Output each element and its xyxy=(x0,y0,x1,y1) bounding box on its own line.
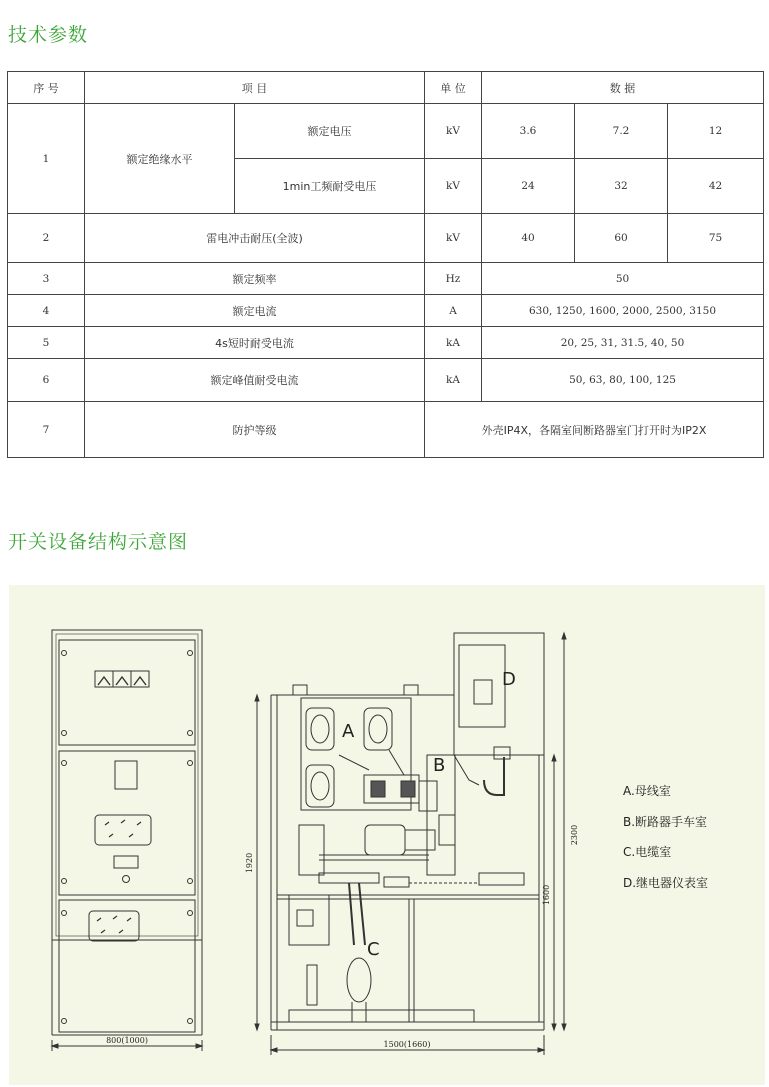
row1-val1-b: 7.2 xyxy=(575,104,668,159)
label-a: A xyxy=(342,721,355,742)
structure-diagram xyxy=(9,585,765,1085)
row1-unit1: kV xyxy=(425,104,482,159)
row1-val2-b: 32 xyxy=(575,159,668,214)
table-row xyxy=(8,214,764,263)
side-view-cabinet xyxy=(255,633,566,1055)
row3-no: 3 xyxy=(8,263,85,295)
legend-item-a: A.母线室 xyxy=(623,784,671,798)
row4-item: 额定电流 xyxy=(85,295,425,327)
row1-sub2: 1min工频耐受电压 xyxy=(235,159,425,214)
dim-side-width: 1500(1660) xyxy=(383,1040,431,1049)
row1-sub1: 额定电压 xyxy=(235,104,425,159)
header-data: 数 据 xyxy=(482,72,764,104)
label-c: C xyxy=(367,939,380,960)
row2-val-a: 40 xyxy=(482,214,575,263)
row3-value: 50 xyxy=(482,263,764,295)
row6-value: 50, 63, 80, 100, 125 xyxy=(482,359,764,402)
row1-val1-c: 12 xyxy=(668,104,764,159)
row1-group: 额定绝缘水平 xyxy=(85,104,235,214)
row5-no: 5 xyxy=(8,327,85,359)
dim-height-2300: 2300 xyxy=(570,824,579,846)
front-view-cabinet xyxy=(52,630,202,1051)
row5-unit: kA xyxy=(425,327,482,359)
row1-val2-c: 42 xyxy=(668,159,764,214)
row3-unit: Hz xyxy=(425,263,482,295)
row4-unit: A xyxy=(425,295,482,327)
row4-value: 630, 1250, 1600, 2000, 2500, 3150 xyxy=(482,295,764,327)
row2-val-c: 75 xyxy=(668,214,764,263)
row6-no: 6 xyxy=(8,359,85,402)
row6-item: 额定峰值耐受电流 xyxy=(85,359,425,402)
table-row xyxy=(8,104,764,159)
label-d: D xyxy=(502,669,516,690)
row6-unit: kA xyxy=(425,359,482,402)
row4-no: 4 xyxy=(8,295,85,327)
row2-val-b: 60 xyxy=(575,214,668,263)
section-title-tech-params: 技术参数 xyxy=(8,24,89,46)
row5-item: 4s短时耐受电流 xyxy=(85,327,425,359)
legend-item-d: D.继电器仪表室 xyxy=(623,876,709,890)
table-row xyxy=(8,327,764,359)
table-row xyxy=(8,359,764,402)
dim-height-1600: 1600 xyxy=(542,884,551,906)
dim-height-1920: 1920 xyxy=(245,852,254,874)
legend-item-b: B.断路器手车室 xyxy=(623,815,708,829)
table-row xyxy=(8,295,764,327)
row2-item: 雷电冲击耐压(全波) xyxy=(85,214,425,263)
table-row xyxy=(8,263,764,295)
label-b: B xyxy=(433,755,446,776)
row2-unit: kV xyxy=(425,214,482,263)
spec-table xyxy=(7,71,764,458)
row7-no: 7 xyxy=(8,402,85,458)
diagram-drawing xyxy=(9,585,765,1085)
legend-item-c: C.电缆室 xyxy=(623,845,672,859)
table-row xyxy=(8,402,764,458)
dim-front-width: 800(1000) xyxy=(106,1036,148,1045)
row5-value: 20, 25, 31, 31.5, 40, 50 xyxy=(482,327,764,359)
table-header-row xyxy=(8,72,764,104)
row1-no: 1 xyxy=(8,104,85,214)
header-no: 序 号 xyxy=(8,72,85,104)
row1-val1-a: 3.6 xyxy=(482,104,575,159)
row7-value: 外壳IP4X，各隔室间断路器室门打开时为IP2X xyxy=(425,402,764,458)
row2-no: 2 xyxy=(8,214,85,263)
row1-val2-a: 24 xyxy=(482,159,575,214)
row1-unit2: kV xyxy=(425,159,482,214)
section-title-structure: 开关设备结构示意图 xyxy=(8,531,189,553)
row3-item: 额定频率 xyxy=(85,263,425,295)
header-unit: 单 位 xyxy=(425,72,482,104)
row7-item: 防护等级 xyxy=(85,402,425,458)
header-item: 项 目 xyxy=(85,72,425,104)
